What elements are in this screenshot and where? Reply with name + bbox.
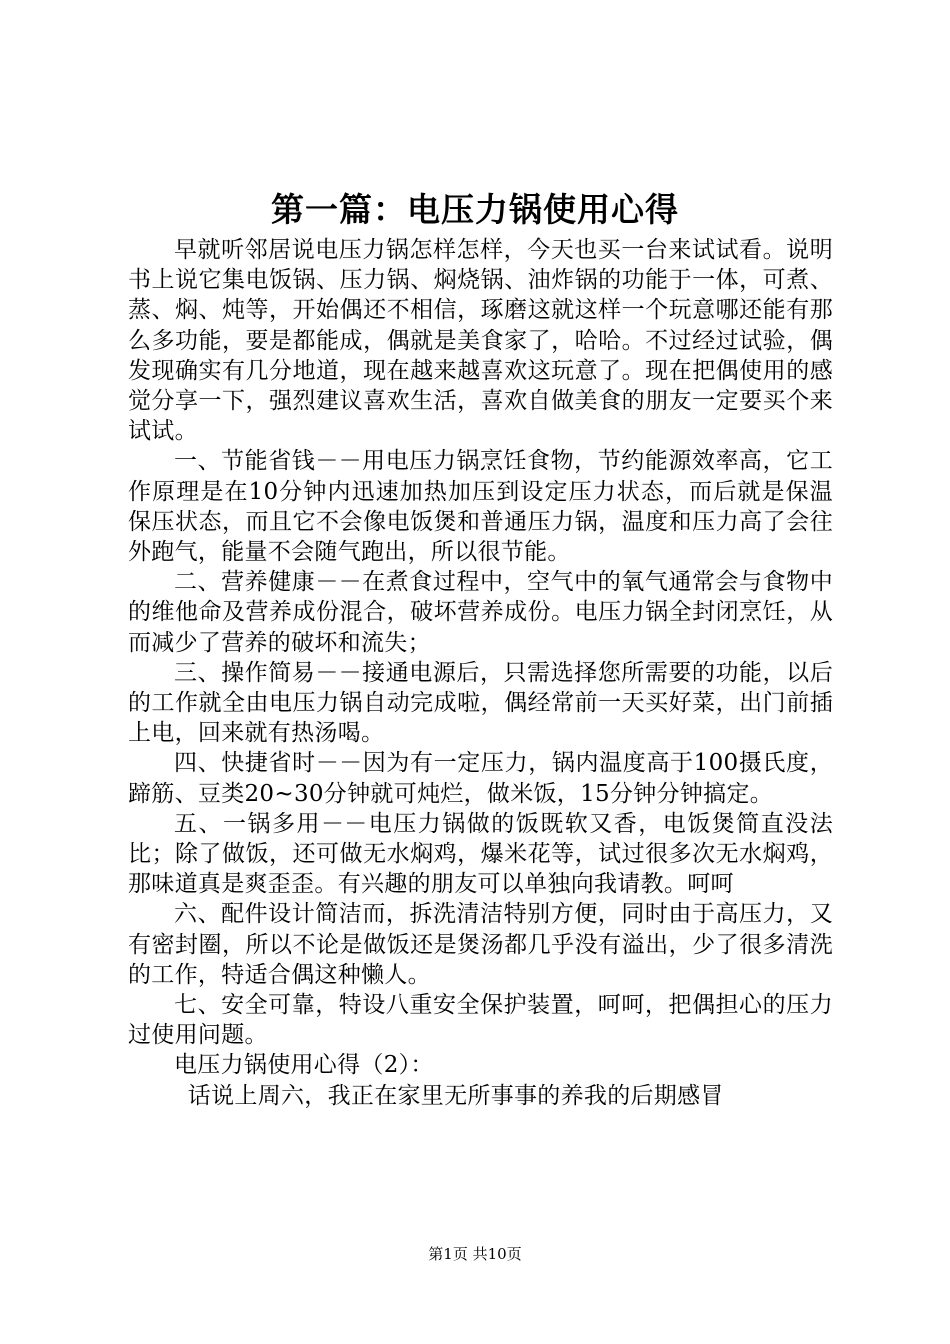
paragraph-point-1: 一、节能省钱－－用电压力锅烹饪食物，节约能源效率高，它工作原理是在10分钟内迅速加热加压到设定压力状态，而后就是保温保压状态，而且它不会像电饭煲和普通压力锅，温度和压力高了会往外跑气，能量不会随气跑出，所以很节能。 [128,448,833,566]
section-subheading: 电压力锅使用心得（2）： [174,1052,434,1079]
document-title: 第一篇：电压力锅使用心得 [271,190,679,229]
paragraph-point-7: 七、安全可靠，特设八重安全保护装置，呵呵，把偶担心的压力过使用问题。 [128,992,833,1049]
document-body [128,235,833,1111]
paragraph-point-3: 三、操作简易－－接通电源后，只需选择您所需要的功能，以后的工作就全由电压力锅自动完成啦，偶经常前一天买好菜，出门前插上电，回来就有热汤喝。 [128,659,833,747]
paragraph-point-5: 五、一锅多用－－电压力锅做的饭既软又香，电饭煲简直没法比；除了做饭，还可做无水焖鸡，爆米花等，试过很多次无水焖鸡，那味道真是爽歪歪。有兴趣的朋友可以单独向我请教。呵呵 [128,810,833,898]
paragraph-point-4: 四、快捷省时－－因为有一定压力，锅内温度高于100摄氏度，蹄筋、豆类20~30分钟就可炖烂，做米饭，15分钟分钟搞定。 [128,750,833,807]
paragraph-point-6: 六、配件设计简洁而，拆洗清洁特别方便，同时由于高压力，又有密封圈，所以不论是做饭还是煲汤都几乎没有溢出，少了很多清洗的工作，特适合偶这种懒人。 [128,901,833,988]
page-footer: 第1页 共10页 [428,1245,522,1263]
paragraph-section-2-start: 话说上周六，我正在家里无所事事的养我的后期感冒 [187,1082,724,1109]
paragraph-intro: 早就听邻居说电压力锅怎样怎样，今天也买一台来试试看。说明书上说它集电饭锅、压力锅、焖烧锅、油炸锅的功能于一体，可煮、蒸、焖、炖等，开始偶还不相信，琢磨这就这样一个玩意哪还能有那么多功能，要是都能成，偶就是美食家了，哈哈。不过经过试验，偶发现确实有几分地道，现在越来越喜欢这玩意了。现在把偶使用的感觉分享一下，强烈建议喜欢生活，喜欢自做美食的朋友一定要买个来试试。 [128,237,833,445]
paragraph-point-2: 二、营养健康－－在煮食过程中，空气中的氧气通常会与食物中的维他命及营养成份混合，破坏营养成份。电压力锅全封闭烹饪，从而减少了营养的破坏和流失； [128,569,833,656]
